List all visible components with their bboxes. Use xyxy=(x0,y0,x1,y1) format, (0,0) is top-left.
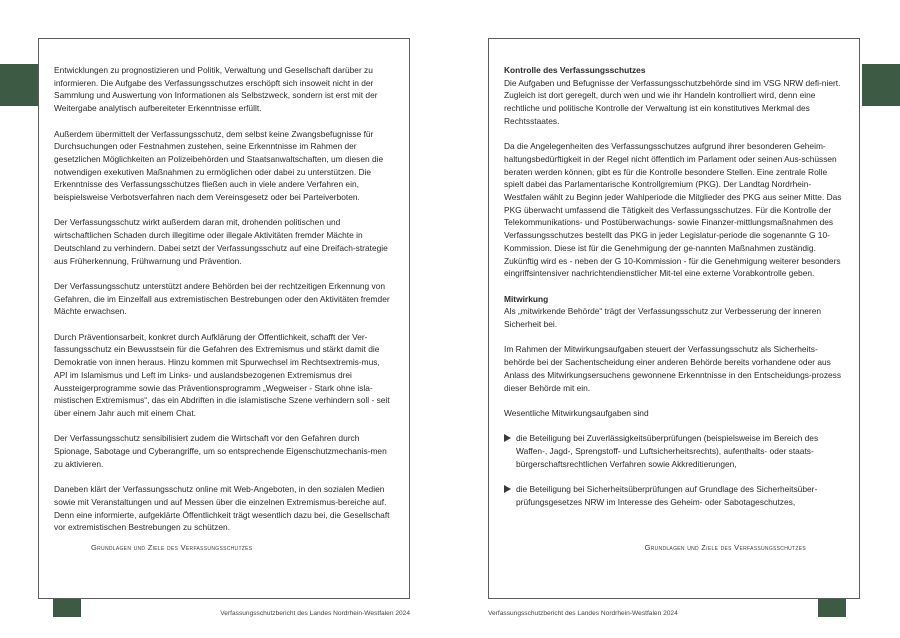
list-item-text: die Beteiligung bei Sicherheitsüberprüfungen auf Grundlage des Sicherheitsüber-prüfungsgesetzes NRW im Interesse des Geheim- oder Sabotageschutzes, xyxy=(516,484,818,507)
list-item xyxy=(504,483,844,508)
paragraph: Da die Angelegenheiten des Verfassungsschutzes aufgrund ihrer besonderen Geheim-haltungsbedürftigkeit in der Regel nicht öffentlich im Parlament oder seinen Aus-schüssen beraten werden können, gibt es für die Kontrolle besondere Stellen. Eine zentrale Rolle spielt dabei das Parlamentarische Kontrollgremium (PKG). Der Landtag Nordrhein-Westfalen wählt zu Beginn jeder Wahlperiode die Mitglieder des PKG aus seiner Mitte. Das PKG überwacht umfassend die Tätigkeit des Verfassungsschutzes. Für die Kontrolle der Telekommunikations- und Postüberwachungs- sowie Finanzer-mittlungsmaßnahmen des Verfassungsschutzes bestellt das PKG in jeder Legislatur-periode die sogenannte G 10-Kommission. Diese ist für die Genehmigung der ge-nannten Maßnahmen zuständig. Zukünftig wird es - neben der G 10-Kommission - für die Genehmigung weiterer besonders eingriffsintensiver nachrichtendienstlicher Mit-tel eine externe Vorabkontrolle geben. xyxy=(504,141,842,279)
right-page xyxy=(488,38,860,599)
running-footer-title: Grundlagen und Ziele des Verfassungsschutzes xyxy=(91,543,253,552)
list-item-text: die Beteiligung bei Zuverlässigkeitsüberprüfungen (beispielsweise im Bereich des Waffen-, Jagd-, Sprengstoff- und Luftsicherheitsrechts), aufenthalts- oder staats-bürgerschaftsrechtlichen Verfahren sowie Akkreditierungen, xyxy=(516,433,819,469)
paragraph: Der Verfassungsschutz unterstützt andere Behörden bei der rechtzeitigen Erkennung von Gefahren, die im Einzelfall aus extremistischen Bestrebungen oder den Aktivitäten fremder Mächte erwachsen. xyxy=(54,280,390,317)
paragraph: Daneben klärt der Verfassungsschutz online mit Web-Angeboten, in den sozialen Medien sowie mit Veranstaltungen und auf Messen über die einzelnen Extremismus-bereiche auf. Denn eine informierte, aufgeklärte Öffentlichkeit trägt wesentlich dazu bei, die Gesellschaft vor extremistischen Bestrebungen zu schützen. xyxy=(54,484,390,533)
paragraph: Im Rahmen der Mitwirkungsaufgaben steuert der Verfassungsschutz als Sicherheits-behörde bei der Sachentscheidung einer anderen Behörde bereits vorhandene oder aus Anlass des Mitwirkungsersuchens gewonnene Erkenntnisse in den Entscheidungs-prozess dieser Behörde mit ein. xyxy=(504,344,842,393)
paragraph: Der Verfassungsschutz sensibilisiert zudem die Wirtschaft vor den Gefahren durch Spionage, Sabotage und Cyberangriffe, um so entsprechende Eigenschutzmechanis-men zu aktivieren. xyxy=(54,433,387,469)
left-page xyxy=(38,38,410,599)
left-edge-tab xyxy=(0,64,38,106)
paragraph: Wesentliche Mitwirkungsaufgaben sind xyxy=(504,407,649,418)
paragraph: Die Aufgaben und Befugnisse der Verfassungsschutzbehörde sind im VSG NRW defi-niert. Zugleich ist dort geregelt, durch wen und wie ihr Handeln kontrolliert wird, denn eine rechtliche und politische Kontrolle der Verwaltung ist ein konstitutives Merkmal des Rechtsstaates. xyxy=(504,77,841,126)
paragraph: Entwicklungen zu prognostizieren und Politik, Verwaltung und Gesellschaft darüber zu informieren. Die Aufgabe des Verfassungsschutzes erschöpft sich insoweit nicht in der Sammlung und Auswertung von Informationen als Selbstzweck, sondern ist erst mit der Weitergabe analytisch aufbereiteter Erkenntnisse erfüllt. xyxy=(54,65,378,114)
section-heading: Mitwirkung xyxy=(504,293,549,304)
running-footer-subtitle: Verfassungsschutzbericht des Landes Nordrhein-Westfalen 2024 xyxy=(220,610,410,617)
page-number: 17 xyxy=(827,582,837,591)
paragraph: Als „mitwirkende Behörde“ trägt der Verfassungsschutz zur Verbesserung der inneren Sicherheit bei. xyxy=(504,306,822,330)
paragraph: Durch Präventionsarbeit, konkret durch Aufklärung der Öffentlichkeit, schafft der Ver-fassungsschutz ein Bewusstsein für die Gefahren des Extremismus und stärkt damit die Demokratie von innen heraus. Hinzu kommen mit Spurwechsel im Rechtsextremis-mus, API im Islamismus und Left im Links- und auslandsbezogenen Extremismus drei Aussteigerprogramme sowie das Präventionsprogramm „Wegweiser - Stark ohne isla-mistischen Extremismus“, das ein Abdriften in die islamistische Szene verhindern soll - seit über einem Jahr auch mit einem Chat. xyxy=(54,331,390,418)
paragraph: Der Verfassungsschutz wirkt außerdem daran mit, drohenden politischen und wirtschaftlichen Schaden durch illegitime oder illegale Aktivitäten fremder Mächte in Deutschland zu verhindern. Dabei setzt der Verfassungsschutz auf eine Dreifach-strategie aus Früherkennung, Frühwarnung und Prävention. xyxy=(54,217,388,266)
section-heading: Kontrolle des Verfassungsschutzes xyxy=(504,65,646,75)
page-number: 16 xyxy=(62,582,72,591)
left-page-body xyxy=(54,64,394,547)
right-page-body xyxy=(504,64,844,521)
right-edge-tab xyxy=(862,64,900,106)
list-item xyxy=(504,432,844,470)
paragraph: Außerdem übermittelt der Verfassungsschutz, dem selbst keine Zwangsbefugnisse für Durchsuchungen oder Festnahmen zustehen, seine Erkenntnisse im Rahmen der gesetzlichen Möglichkeiten an Polizeibehörden und Staatsanwaltschaften, um diesen die notwendigen exekutiven Maßnahmen zu ermöglichen oder dabei zu unterstützen. Die Erkenntnisse des Verfassungsschutzes fließen auch in viele andere Verfahren ein, beispielsweise Verbotsverfahren nach dem Vereinsgesetz oder bei Parteiverboten. xyxy=(54,128,384,203)
running-footer-subtitle: Verfassungsschutzbericht des Landes Nordrhein-Westfalen 2024 xyxy=(488,610,678,617)
running-footer-title: Grundlagen und Ziele des Verfassungsschutzes xyxy=(644,543,806,552)
triangle-right-icon xyxy=(504,483,516,508)
triangle-right-icon xyxy=(504,432,516,470)
